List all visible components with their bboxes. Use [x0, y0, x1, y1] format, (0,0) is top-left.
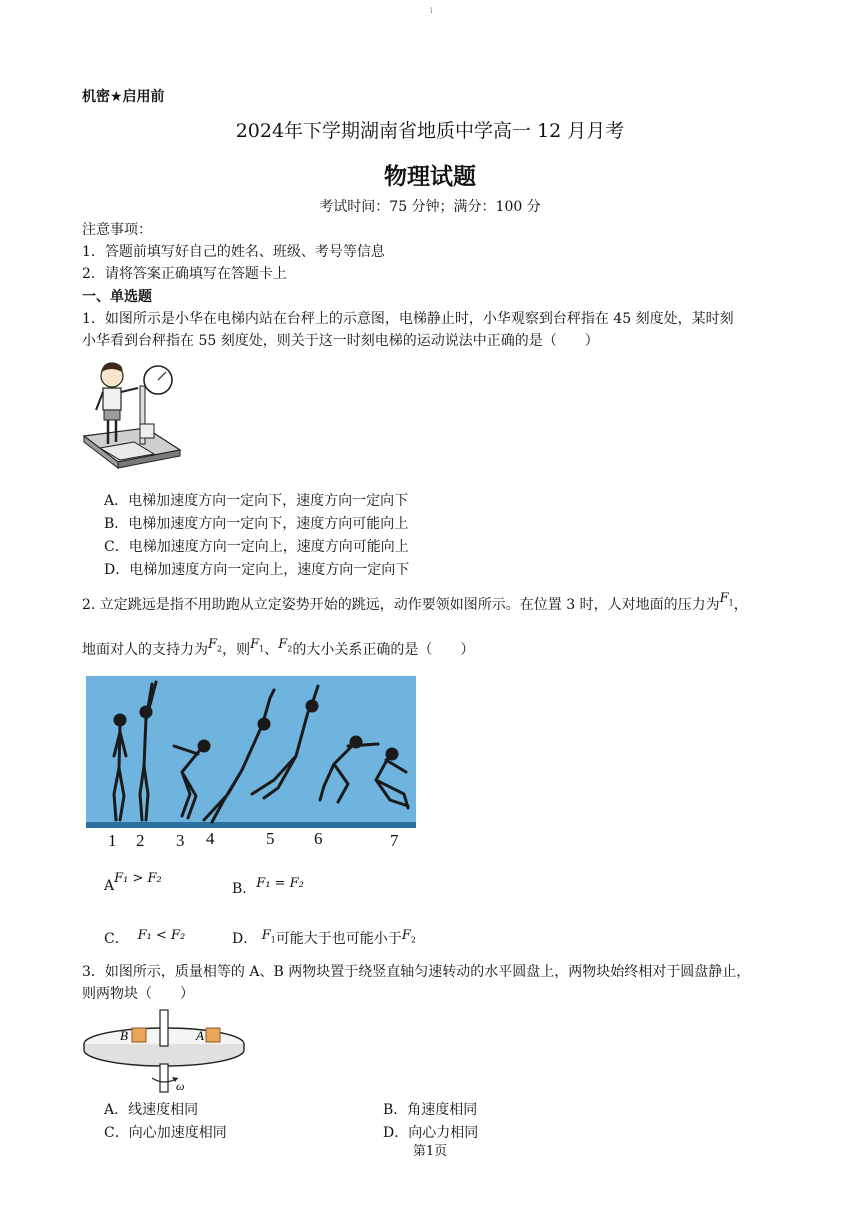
q3-option-b: B．角速度相同 [383, 1102, 478, 1118]
q2-figure-label: 5 [266, 829, 275, 848]
q2-figure-label: 4 [206, 829, 215, 848]
force-f1: $F_1$ [719, 591, 734, 608]
q2-figure-label: 2 [136, 831, 145, 850]
exam-title: 2024年下学期湖南省地质中学高一 12 月月考 [235, 120, 625, 142]
exam-info: 考试时间：75 分钟；满分：100 分 [319, 199, 541, 215]
q1-option-b: B．电梯加速度方向一定向下，速度方向可能向上 [104, 516, 409, 532]
q1-option-a: A．电梯加速度方向一定向下，速度方向一定向下 [104, 493, 409, 509]
q3-figure-disk [82, 1008, 252, 1094]
notice-title: 注意事项： [82, 222, 152, 238]
secret-label: 机密★启用前 [82, 89, 165, 105]
q2-option-d: D． $F_1$可能大于也可能小于$F_2$ [232, 928, 416, 947]
q2-figure-long-jump [86, 676, 418, 850]
q3-option-c: C．向心加速度相同 [104, 1125, 227, 1141]
q2-option-c: C． F₁ < F₂ [104, 928, 186, 947]
q3-option-d: D．向心力相同 [383, 1125, 479, 1141]
q2-figure-label: 3 [176, 831, 185, 850]
q3-stem-line1: 3．如图所示，质量相等的 A、B 两物块置于绕竖直轴匀速转动的水平圆盘上，两物块始终相对于圆盘静止， [82, 964, 751, 980]
block-a-label: A [196, 1028, 204, 1043]
notice-item: 1．答题前填写好自己的姓名、班级、考号等信息 [82, 244, 385, 260]
q3-option-a: A．线速度相同 [104, 1102, 199, 1118]
q1-option-d: D．电梯加速度方向一定向上，速度方向一定向下 [104, 562, 410, 578]
page-number: 第1页 [412, 1144, 448, 1159]
q2-figure-label: 6 [314, 829, 323, 848]
force-f1: $F_1$ [250, 637, 265, 654]
q1-option-c: C．电梯加速度方向一定向上，速度方向可能向上 [104, 539, 409, 555]
q2-stem-line2: 地面对人的支持力为$F_2$，则$F_1$、$F_2$的大小关系正确的是（ ） [82, 637, 475, 658]
block-b-label: B [120, 1028, 128, 1043]
q2-option-b: B．F₁ = F₂ [232, 876, 304, 897]
notice-item: 2．请将答案正确填写在答题卡上 [82, 266, 287, 282]
q1-stem-line2: 小华看到台秤指在 55 刻度处，则关于这一时刻电梯的运动说法中正确的是（ ） [82, 333, 599, 349]
force-f2: $F_2$ [208, 637, 223, 654]
q2-option-a: AF₁ > F₂ [104, 871, 162, 894]
q3-stem-line2: 则两物块（ ） [82, 986, 194, 1002]
q1-figure-scale [82, 358, 182, 480]
q2-figure-label: 7 [390, 831, 399, 850]
header-mark: i [430, 6, 433, 15]
q2-stem-text: 2. 立定跳远是指不用助跑从立定姿势开始的跳远，动作要领如图所示。在位置 3 时，人对地面的压力为 [82, 597, 720, 613]
q2-stem-line1: 2. 立定跳远是指不用助跑从立定姿势开始的跳远，动作要领如图所示。在位置 3 时，人对地面的压力为$F_1$， [82, 591, 748, 613]
q1-stem-line1: 1．如图所示是小华在电梯内站在台秤上的示意图，电梯静止时，小华观察到台秤指在 45 刻度处，某时刻 [82, 311, 734, 327]
q2-figure-label: 1 [108, 831, 117, 850]
subject-title: 物理试题 [384, 164, 476, 190]
section-heading: 一、单选题 [82, 289, 152, 305]
force-f2: $F_2$ [278, 637, 293, 654]
omega-label: ω [176, 1079, 185, 1093]
